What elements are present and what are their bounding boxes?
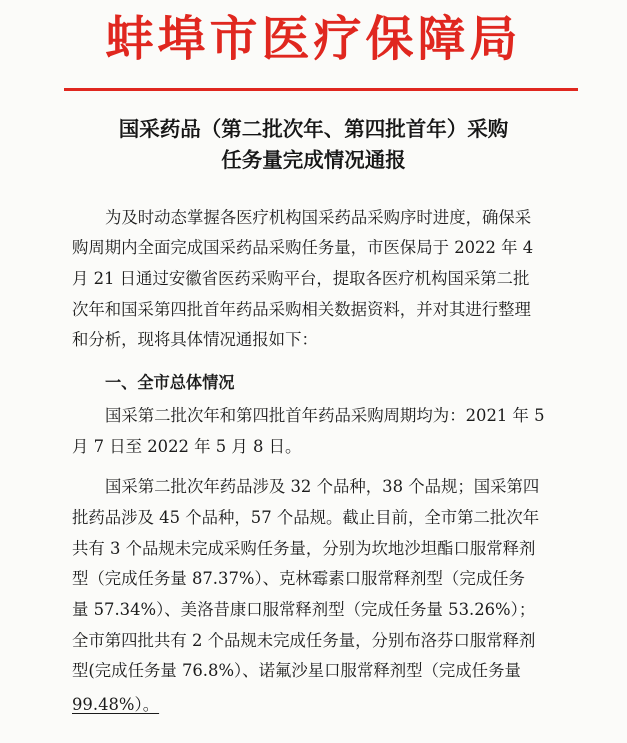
para-line: 量 57.34%）、美洛昔康口服常释剂型（完成任务量 53.26%）； — [72, 600, 536, 619]
para-line: 型(完成任务量 76.8%）、诺氟沙星口服常释剂型（完成任务量 — [72, 661, 521, 680]
intro-line: 次年和国采第四批首年药品采购相关数据资料，并对其进行整理 — [72, 300, 531, 319]
red-divider-line — [64, 88, 578, 91]
document-title-line-2: 任务量完成情况通报 — [221, 148, 406, 172]
para-line: 型（完成任务量 87.37%）、克林霉素口服常释剂型（完成任务 — [72, 569, 525, 588]
intro-line: 月 21 日通过安徽省医药采购平台，提取各医疗机构国采第二批 — [72, 269, 530, 288]
intro-line: 为及时动态掌握各医疗机构国采药品采购序时进度，确保采 — [105, 208, 532, 227]
para-line: 国采第二批次年药品涉及 32 个品种，38 个品规；国采第四 — [105, 477, 540, 496]
para-line-last: 99.48%）。 — [72, 695, 160, 714]
section-heading: 一、全市总体情况 — [105, 373, 235, 392]
document-title-line-1: 国采药品（第二批次年、第四批首年）采购 — [118, 117, 509, 141]
para-line: 批药品涉及 45 个品种，57 个品规。截止目前，全市第二批次年 — [72, 508, 540, 527]
para-line: 共有 3 个品规未完成采购任务量，分别为坎地沙坦酯口服常释剂 — [72, 539, 536, 558]
para-line: 国采第二批次年和第四批首年药品采购周期均为：2021 年 5 — [105, 406, 545, 425]
agency-masthead: 蚌埠市医疗保障局 — [105, 11, 522, 67]
intro-line: 购周期内全面完成国采药品采购任务量，市医保局于 2022 年 4 — [72, 238, 534, 257]
para-line: 月 7 日至 2022 年 5 月 8 日。 — [72, 437, 302, 456]
intro-line: 和分析，现将具体情况通报如下： — [72, 330, 318, 349]
para-line: 全市第四批共有 2 个品规未完成任务量，分别布洛芬口服常释剂 — [72, 631, 536, 650]
